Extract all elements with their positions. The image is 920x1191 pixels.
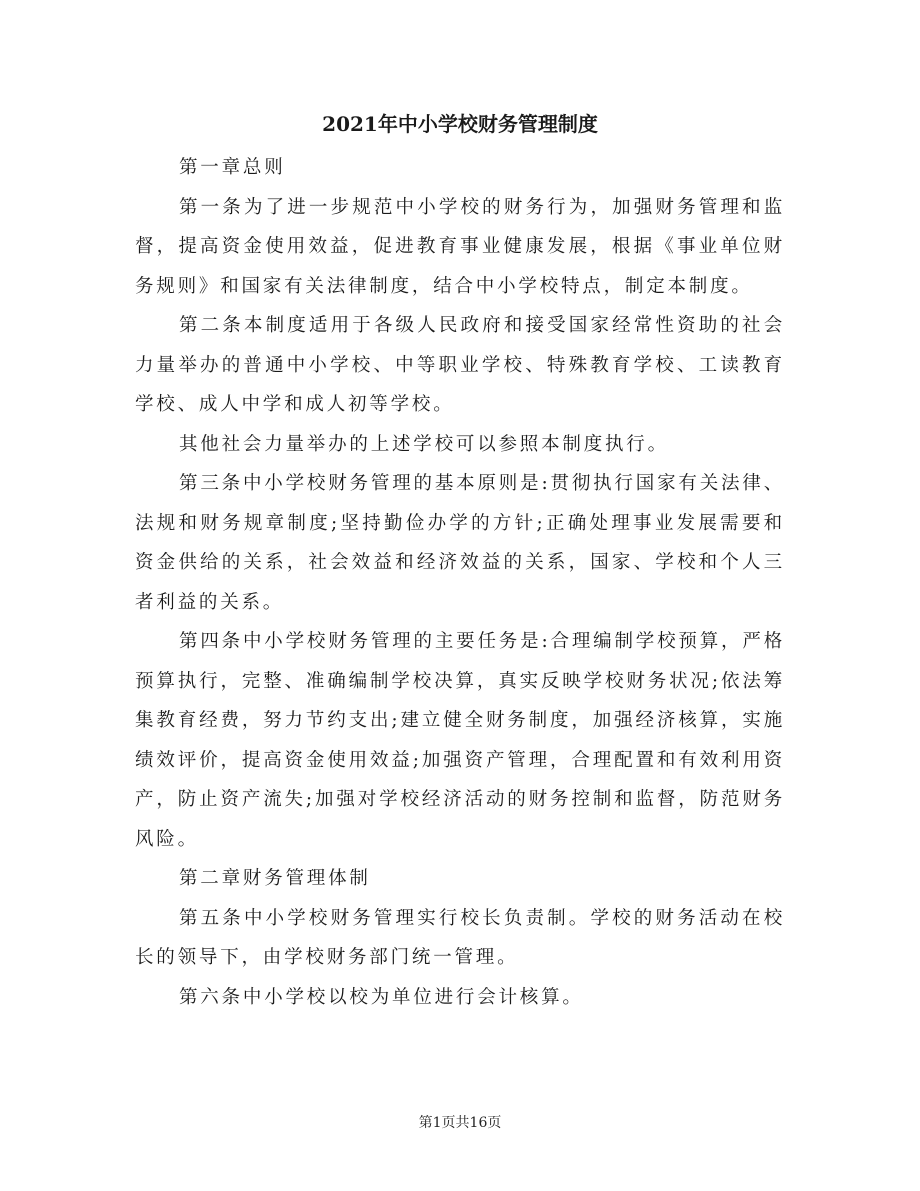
chapter-heading-1: 第一章总则 [179, 157, 286, 178]
article-1: 第一条为了进一步规范中小学校的财务行为，加强财务管理和监督，提高资金使用效益，促进教育事业健康发展，根据《事业单位财务规则》和国家有关法律制度，结合中小学校特点，制定本制度。 [135, 196, 785, 297]
chapter-heading-2: 第二章财务管理体制 [179, 868, 371, 889]
article-5: 第五条中小学校财务管理实行校长负责制。学校的财务活动在校长的领导下，由学校财务部门统一管理。 [135, 907, 785, 968]
article-2-note: 其他社会力量举办的上述学校可以参照本制度执行。 [179, 433, 669, 455]
article-2: 第二条本制度适用于各级人民政府和接受国家经常性资助的社会力量举办的普通中小学校、中等职业学校、特殊教育学校、工读教育学校、成人中学和成人初等学校。 [135, 315, 785, 415]
article-4: 第四条中小学校财务管理的主要任务是:合理编制学校预算，严格预算执行，完整、准确编制学校决算，真实反映学校财务状况;依法筹集教育经费，努力节约支出;建立健全财务制度，加强经济核算，实施绩效评价，提高资金使用效益;加强资产管理，合理配置和有效利用资产，防止资产流失;加强对学校经济活动的财务控制和监督，防范财务风险。 [135, 631, 785, 850]
page-number-footer: 第1页共16页 [418, 1115, 502, 1131]
article-3: 第三条中小学校财务管理的基本原则是:贯彻执行国家有关法律、法规和财务规章制度;坚持勤俭办学的方针;正确处理事业发展需要和资金供给的关系，社会效益和经济效益的关系，国家、学校和个人三者利益的关系。 [135, 473, 785, 613]
document-body [135, 148, 785, 1017]
article-6: 第六条中小学校以校为单位进行会计核算。 [179, 986, 584, 1008]
document-title: 2021年中小学校财务管理制度 [322, 112, 598, 136]
